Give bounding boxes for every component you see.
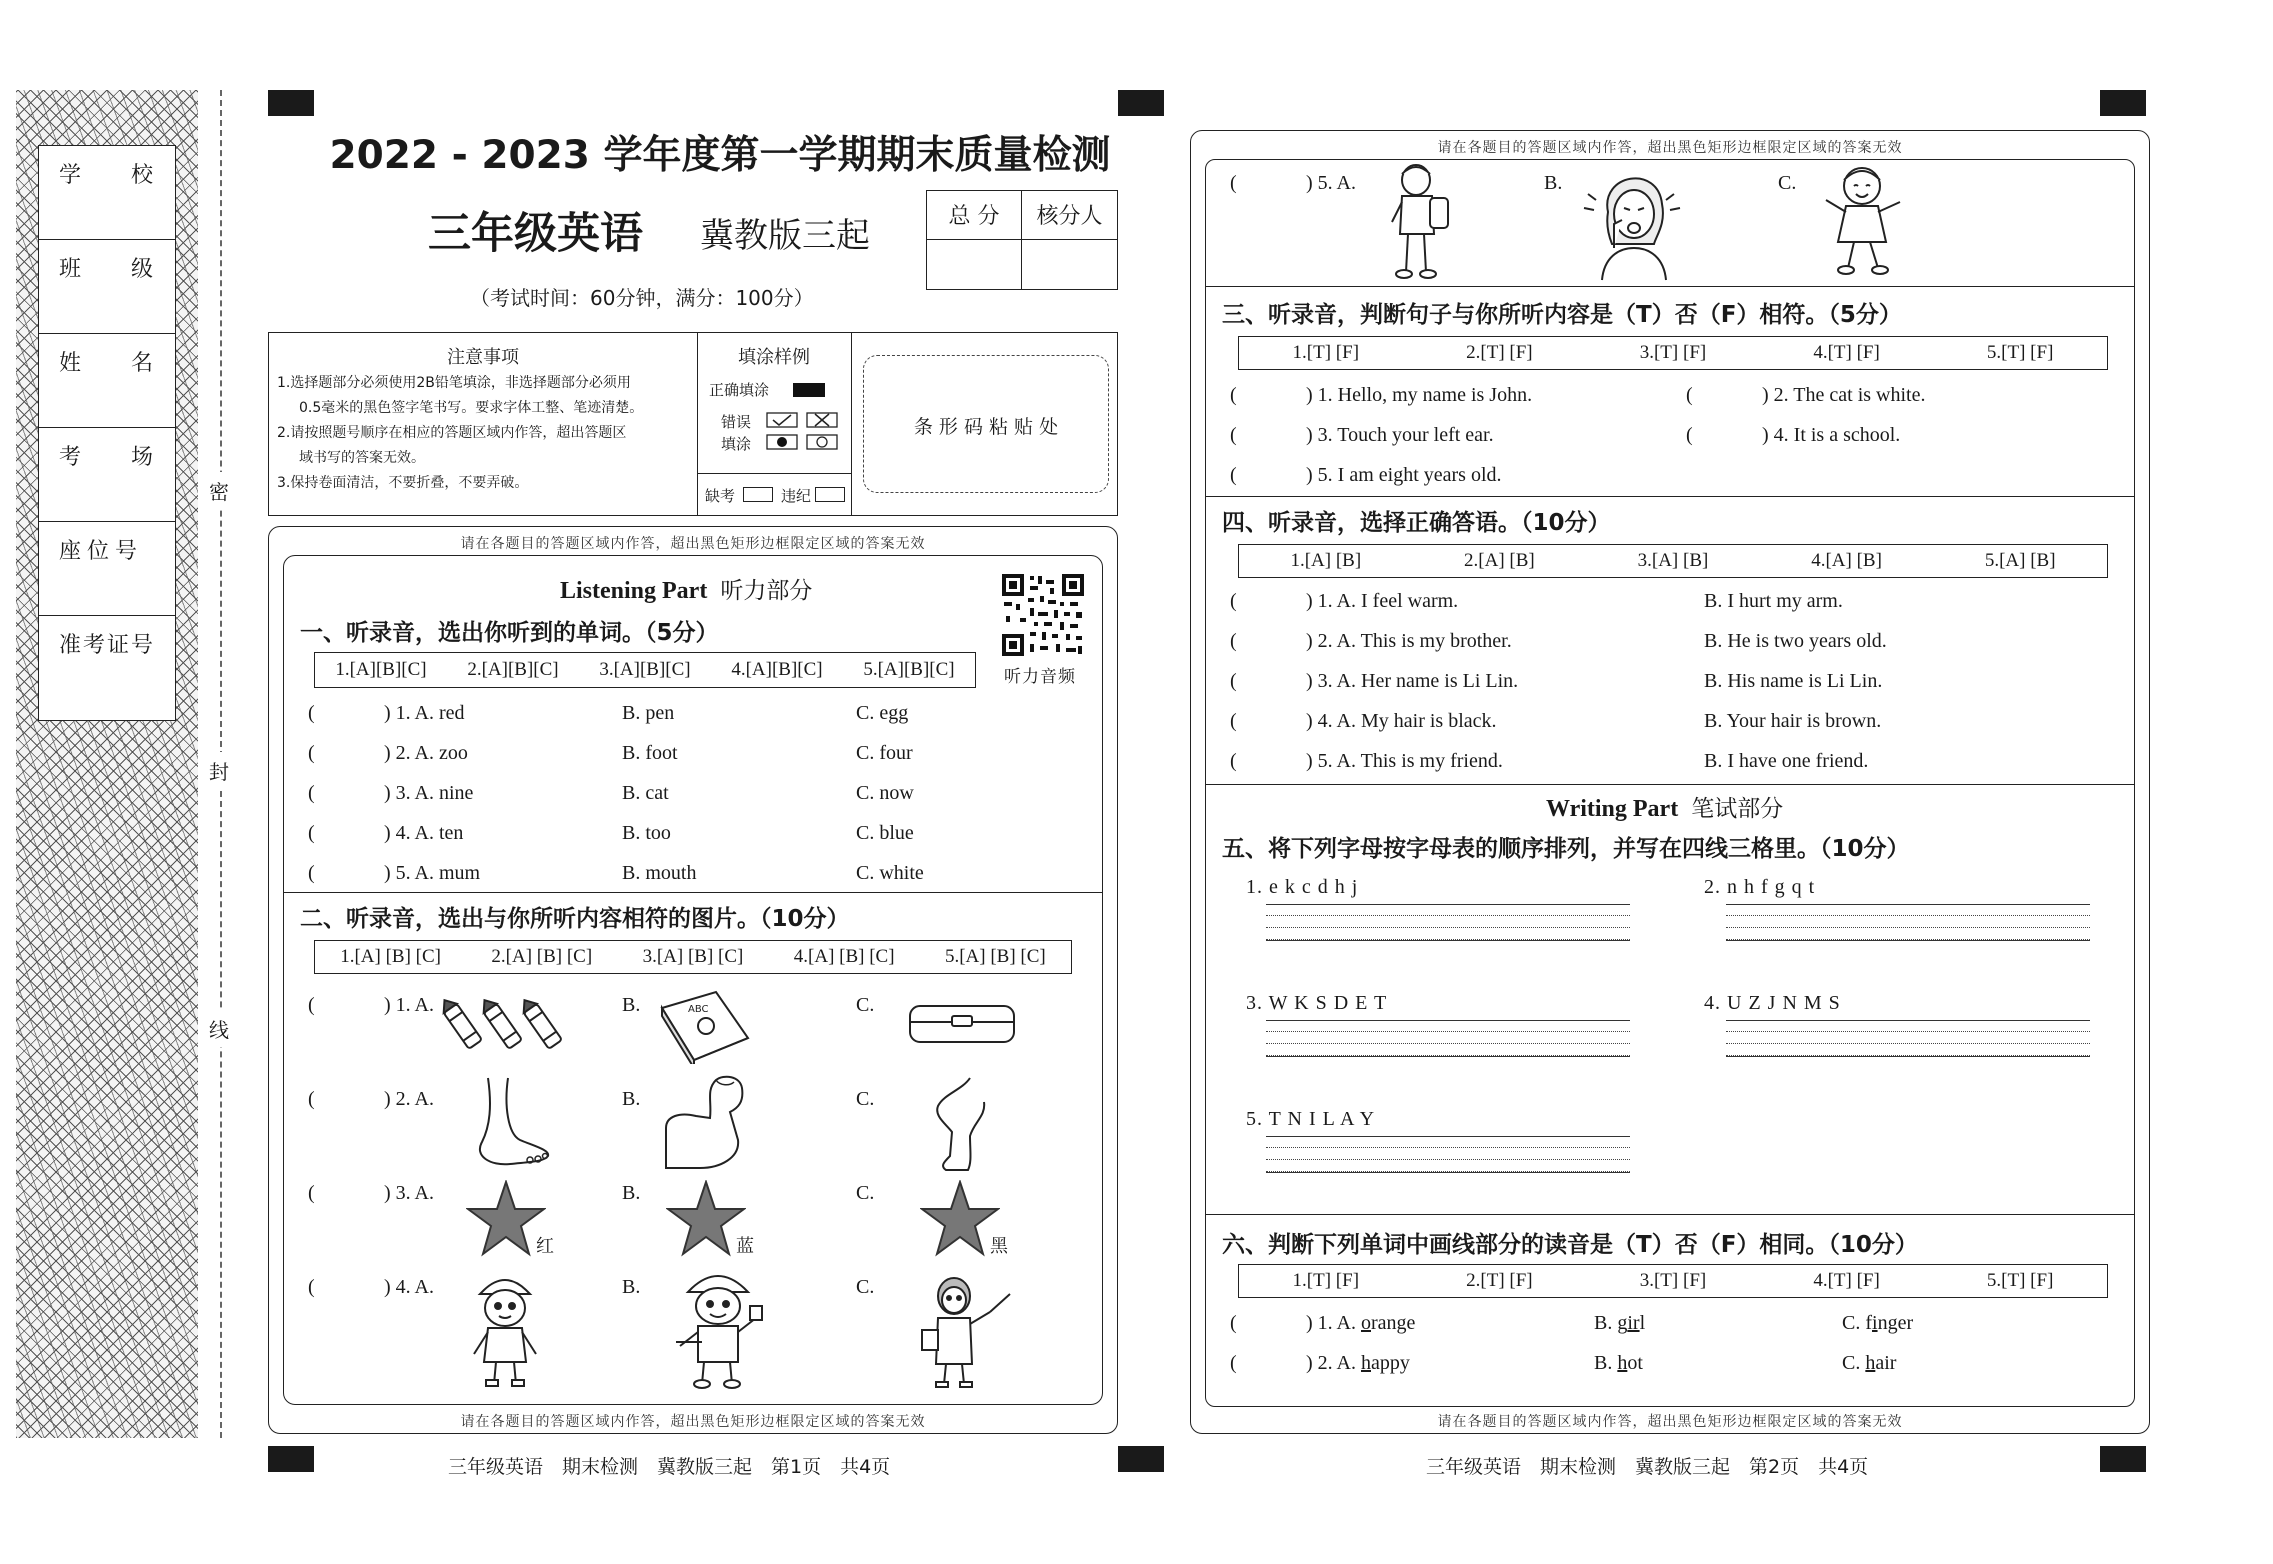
s1-q3-a: ) 3. A. nine — [384, 782, 474, 804]
align-mark-bl — [268, 1446, 314, 1472]
left-area-note-top: 请在各题目的答题区域内作答，超出黑色矩形边框限定区域的答案无效 — [460, 536, 926, 552]
s6-q1-b — [1594, 1312, 1645, 1335]
right-page-footer: 三年级英语 期末检测 冀教版三起 第2页 共4页 — [1426, 1456, 1869, 1478]
s2-row2-b: B. — [622, 1088, 641, 1110]
right-area-note-top: 请在各题目的答题区域内作答，超出黑色矩形边框限定区域的答案无效 — [1437, 140, 1903, 156]
s3-q5: ) 5. I am eight years old. — [1306, 464, 1502, 486]
s6-q2-paren[interactable]: ( — [1230, 1352, 1237, 1374]
s6-q1-c-pre: C. f — [1842, 1312, 1872, 1334]
section-1-answer-bar — [314, 652, 976, 688]
s1-q5-a: ) 5. A. mum — [384, 862, 481, 884]
align-mark-tl — [268, 90, 314, 116]
answer-paren[interactable]: ( — [308, 742, 315, 764]
worried-woman-picture — [1578, 164, 1688, 282]
s5-item-2: 2. n h f g q t — [1704, 876, 1816, 898]
s1-q5-b: B. mouth — [622, 862, 697, 884]
s4-q4-b: B. Your hair is brown. — [1704, 710, 1882, 732]
s3-q3: ) 3. Touch your left ear. — [1306, 424, 1494, 446]
right-area-note-bottom: 请在各题目的答题区域内作答，超出黑色矩形边框限定区域的答案无效 — [1437, 1414, 1903, 1430]
s1-q2-a: ) 2. A. zoo — [384, 742, 468, 764]
class-label: 班 级 — [59, 257, 168, 282]
s4-answer-1[interactable]: 1.[A] [B] — [1290, 550, 1362, 571]
s6-q2-b-pre: B. — [1594, 1352, 1618, 1374]
seal-char-feng: 封 — [209, 752, 229, 789]
s2-row3-c: C. — [856, 1182, 875, 1204]
s2-row2-c: C. — [856, 1088, 875, 1110]
barcode-label: 条 形 码 粘 贴 处 — [913, 416, 1059, 438]
girl-with-cap-picture — [468, 1270, 542, 1390]
s4-q1 — [1230, 590, 2120, 630]
student-info-table — [38, 145, 176, 721]
s3-q1-paren[interactable]: ( — [1230, 384, 1237, 406]
boy-with-bag-picture — [1384, 162, 1454, 280]
leg-picture — [924, 1076, 994, 1172]
s2-answer-5[interactable]: 5.[A] [B] [C] — [944, 946, 1046, 967]
writing-title — [1546, 790, 1783, 823]
s2-answer-1[interactable]: 1.[A] [B] [C] — [340, 946, 441, 967]
s3-answer-4[interactable]: 4.[T] [F] — [1813, 342, 1880, 363]
s1-q3 — [308, 782, 1088, 822]
s1-q5 — [308, 862, 1088, 902]
section-2-title: 二、听录音，选出与你所听内容相符的图片。（10分） — [300, 906, 850, 932]
s6-q1-a-underline: o — [1361, 1312, 1371, 1334]
left-page-footer: 三年级英语 期末检测 冀教版三起 第1页 共4页 — [448, 1456, 891, 1478]
s2-row5-c: C. — [1778, 172, 1797, 194]
s3-q3-paren[interactable]: ( — [1230, 424, 1237, 446]
arm-picture — [660, 1072, 754, 1172]
section-1-divider — [283, 892, 1103, 893]
s4-answer-5[interactable]: 5.[A] [B] — [1984, 550, 2056, 571]
s4-q4 — [1230, 710, 2120, 750]
seat-label: 座位号 — [59, 539, 144, 564]
answer-paren[interactable]: ( — [1230, 710, 1237, 732]
s5-writing-lines-3[interactable] — [1266, 1020, 1630, 1057]
s2-row3-paren[interactable]: ( — [308, 1182, 315, 1204]
s2-row2-paren[interactable]: ( — [308, 1088, 315, 1110]
s3-q5-paren[interactable]: ( — [1230, 464, 1237, 486]
s4-q1-b: B. I hurt my arm. — [1704, 590, 1843, 612]
s1-answer-2[interactable]: 2.[A][B][C] — [467, 659, 559, 680]
s3-q4-paren[interactable]: ( — [1686, 424, 1693, 446]
section-6-title: 六、判断下列单词中画线部分的读音是（T）否（F）相同。（10分） — [1222, 1232, 1918, 1258]
s3-q2-paren[interactable]: ( — [1686, 384, 1693, 406]
left-area-note-bottom: 请在各题目的答题区域内作答，超出黑色矩形边框限定区域的答案无效 — [460, 1414, 926, 1430]
answer-paren[interactable]: ( — [1230, 630, 1237, 652]
s1-q4-a: ) 4. A. ten — [384, 822, 464, 844]
s5-item-1: 1. e k c d h j — [1246, 876, 1359, 898]
checker-cell[interactable] — [1022, 240, 1117, 289]
s6-q1-c-rest: nger — [1877, 1312, 1914, 1334]
s4-q5-a: ) 5. A. This is my friend. — [1306, 750, 1503, 772]
s6-q2-b-underline: h — [1617, 1352, 1628, 1374]
notice-divider-2 — [851, 333, 852, 515]
section-2-answer-bar — [314, 940, 1072, 974]
school-field[interactable] — [39, 146, 175, 240]
s3-answer-1[interactable]: 1.[T] [F] — [1292, 342, 1360, 363]
section-3-answer-bar — [1238, 336, 2108, 370]
blue-star-label: 蓝 — [736, 1236, 754, 1257]
seal-char-xian: 线 — [209, 1010, 229, 1047]
s4-q5-b: B. I have one friend. — [1704, 750, 1869, 772]
section-4-questions — [1230, 590, 2120, 790]
right-divider-1 — [1205, 286, 2135, 287]
section-6-answer-bar — [1238, 1264, 2108, 1298]
s1-q1-c: C. egg — [856, 702, 909, 724]
s2-row1-paren[interactable]: ( — [308, 994, 315, 1016]
align-mark-tm — [1118, 90, 1164, 116]
right-divider-2 — [1205, 496, 2135, 497]
s5-item-5: 5. T N I L A Y — [1246, 1108, 1376, 1130]
s5-item-3: 3. W K S D E T — [1246, 992, 1388, 1014]
s2-row2-a: ) 2. A. — [384, 1088, 434, 1110]
notice-text — [277, 371, 691, 496]
book-picture — [654, 990, 754, 1064]
answer-paren[interactable]: ( — [308, 862, 315, 884]
score-table — [926, 190, 1118, 290]
fill-sample-title: 填涂样例 — [738, 347, 810, 368]
answer-paren[interactable]: ( — [1230, 750, 1237, 772]
s4-q2-b: B. He is two years old. — [1704, 630, 1887, 652]
name-field[interactable] — [39, 334, 175, 428]
happy-girl-picture — [1818, 162, 1908, 278]
right-divider-4 — [1205, 1214, 2135, 1215]
s6-q1-a — [1306, 1312, 1415, 1335]
subject-title: 三年级英语 — [428, 209, 643, 259]
s2-row1-a: ) 1. A. — [384, 994, 434, 1016]
answer-paren[interactable]: ( — [308, 782, 315, 804]
s2-row4-c: C. — [856, 1276, 875, 1298]
s3-q1: ) 1. Hello, my name is John. — [1306, 384, 1533, 406]
s1-answer-5[interactable]: 5.[A][B][C] — [863, 659, 955, 680]
notice-box — [268, 332, 1118, 516]
absent-box[interactable] — [743, 487, 773, 502]
section-1-title: 一、听录音，选出你听到的单词。（5分） — [300, 620, 719, 646]
s2-answer-4[interactable]: 4.[A] [B] [C] — [793, 946, 895, 967]
align-mark-bm — [1118, 1446, 1164, 1472]
s6-q2-a-underline: h — [1361, 1352, 1371, 1374]
listening-title — [560, 572, 812, 605]
s4-q2 — [1230, 630, 2120, 670]
s1-q4-b: B. too — [622, 822, 671, 844]
absent-label: 缺考 — [705, 487, 736, 505]
s2-row4-paren[interactable]: ( — [308, 1276, 315, 1298]
align-mark-tr — [2100, 90, 2146, 116]
notice-title: 注意事项 — [447, 347, 519, 368]
seal-char-mi: 密 — [209, 472, 229, 509]
answer-paren[interactable]: ( — [1230, 670, 1237, 692]
school-label: 学 校 — [59, 163, 168, 188]
s2-row5-a: ) 5. A. — [1306, 172, 1356, 194]
s4-answer-4[interactable]: 4.[A] [B] — [1811, 550, 1882, 571]
name-label: 姓 名 — [59, 351, 168, 376]
s1-q1-a: ) 1. A. red — [384, 702, 465, 724]
black-star-picture — [920, 1180, 1000, 1260]
s1-answer-1[interactable]: 1.[A][B][C] — [335, 659, 427, 680]
class-field[interactable] — [39, 240, 175, 334]
s1-q1 — [308, 702, 1088, 742]
exam-room-field[interactable] — [39, 428, 175, 522]
fill-sample-bottom-line — [697, 473, 851, 474]
s6-answer-1[interactable]: 1.[T] [F] — [1292, 1270, 1360, 1291]
time-info: （考试时间：60分钟，满分：100分） — [470, 286, 814, 310]
s2-answer-2[interactable]: 2.[A] [B] [C] — [491, 946, 593, 967]
s5-writing-lines-5[interactable] — [1266, 1136, 1630, 1173]
s6-q1-b-rest: l — [1639, 1312, 1646, 1334]
s6-q1-b-pre: B. g — [1594, 1312, 1628, 1334]
s4-q4-a: ) 4. A. My hair is black. — [1306, 710, 1497, 732]
answer-paren[interactable]: ( — [1230, 590, 1237, 612]
s1-q3-b: B. cat — [622, 782, 669, 804]
s2-row3-b: B. — [622, 1182, 641, 1204]
section-3-title: 三、听录音，判断句子与你所听内容是（T）否（F）相符。（5分） — [1222, 302, 1902, 328]
s4-q1-a: ) 1. A. I feel warm. — [1306, 590, 1459, 612]
listening-title-cn: 听力部分 — [720, 578, 813, 604]
s3-q4: ) 4. It is a school. — [1762, 424, 1901, 446]
s1-q4 — [308, 822, 1088, 862]
black-star-label: 黑 — [990, 1236, 1008, 1257]
s2-row5-b: B. — [1544, 172, 1563, 194]
s6-q2-c-pre: C. — [1842, 1352, 1866, 1374]
barcode-area — [863, 355, 1109, 493]
s6-q1-prefix: ) 1. A. — [1306, 1312, 1361, 1334]
s1-q2-c: C. four — [856, 742, 913, 764]
teacher-picture — [920, 1270, 1012, 1390]
exam-room-label: 考 场 — [59, 445, 168, 470]
s5-writing-lines-1[interactable] — [1266, 904, 1630, 941]
s1-q5-c: C. white — [856, 862, 924, 884]
section-1-questions — [308, 702, 1088, 902]
s2-row4-b: B. — [622, 1276, 641, 1298]
s6-q1-b-underline: ir — [1627, 1312, 1640, 1334]
s6-q1-paren[interactable]: ( — [1230, 1312, 1237, 1334]
exam-id-field[interactable] — [39, 616, 175, 710]
s4-q2-a: ) 2. A. This is my brother. — [1306, 630, 1512, 652]
s6-q2-b-rest: ot — [1627, 1352, 1643, 1374]
notice-line-2: 0.5毫米的黑色签字笔书写。要求字体工整、笔迹清楚。 — [299, 400, 644, 416]
s2-row1-b: B. — [622, 994, 641, 1016]
s4-q3-b: B. His name is Li Lin. — [1704, 670, 1883, 692]
notice-line-1: 1.选择题部分必须使用2B铅笔填涂，非选择题部分必须用 — [277, 375, 631, 391]
fill-wrong-label-a: 错误 — [721, 413, 752, 431]
s6-q2-a-rest: appy — [1371, 1352, 1410, 1374]
s6-q2-c — [1842, 1352, 1896, 1375]
crayons-picture — [440, 994, 576, 1058]
fill-correct-sample — [793, 383, 825, 397]
s6-q1-c-underline: i — [1872, 1312, 1878, 1334]
foot-picture — [464, 1076, 554, 1172]
boy-with-tool-picture — [672, 1266, 764, 1390]
notice-line-5: 3.保持卷面清洁，不要折叠，不要弄破。 — [277, 475, 529, 491]
s6-answer-4[interactable]: 4.[T] [F] — [1813, 1270, 1880, 1291]
s6-answer-5[interactable]: 5.[T] [F] — [1986, 1270, 2054, 1291]
right-divider-3 — [1205, 784, 2135, 785]
s2-row4-a: ) 4. A. — [384, 1276, 434, 1298]
section-4-answer-bar — [1238, 544, 2108, 578]
s4-answer-2[interactable]: 2.[A] [B] — [1464, 550, 1535, 571]
s3-q2: ) 2. The cat is white. — [1762, 384, 1926, 406]
s1-q2 — [308, 742, 1088, 782]
qr-code — [1000, 572, 1086, 658]
s3-answer-5[interactable]: 5.[T] [F] — [1986, 342, 2054, 363]
exam-title: 2022 - 2023 学年度第一学期期末质量检测 — [329, 133, 1111, 178]
s6-q2-prefix: ) 2. A. — [1306, 1352, 1361, 1374]
s6-answer-3[interactable]: 3.[T] [F] — [1639, 1270, 1707, 1291]
s1-q2-b: B. foot — [622, 742, 678, 764]
listening-title-en: Listening Part — [560, 578, 708, 604]
s6-q2-a — [1306, 1352, 1410, 1375]
s1-q3-c: C. now — [856, 782, 914, 804]
notice-line-4: 域书写的答案无效。 — [299, 450, 425, 466]
blue-star-picture — [666, 1180, 746, 1260]
total-score-label: 总 分 — [927, 191, 1022, 240]
s2-row5-paren[interactable]: ( — [1230, 172, 1237, 194]
writing-title-en: Writing Part — [1546, 796, 1679, 822]
s1-answer-4[interactable]: 4.[A][B][C] — [731, 659, 823, 680]
s6-q2-c-underline: h — [1865, 1352, 1876, 1374]
section-4-title: 四、听录音，选择正确答语。（10分） — [1222, 510, 1611, 536]
red-star-label: 红 — [536, 1236, 554, 1257]
checker-label: 核分人 — [1022, 191, 1117, 240]
s1-q4-c: C. blue — [856, 822, 914, 844]
writing-title-cn: 笔试部分 — [1691, 796, 1784, 822]
s2-row3-a: ) 3. A. — [384, 1182, 434, 1204]
s5-writing-lines-4[interactable] — [1726, 1020, 2090, 1057]
s6-q1-c — [1842, 1312, 1913, 1335]
edition-label: 冀教版三起 — [700, 216, 870, 256]
s3-answer-3[interactable]: 3.[T] [F] — [1639, 342, 1707, 363]
fill-wrong-samples — [765, 411, 845, 453]
qr-label: 听力音频 — [1004, 667, 1076, 687]
s4-answer-3[interactable]: 3.[A] [B] — [1637, 550, 1709, 571]
violation-label: 违纪 — [781, 487, 812, 505]
s6-q2-c-rest: air — [1875, 1352, 1897, 1374]
s4-q3 — [1230, 670, 2120, 710]
s2-answer-3[interactable]: 3.[A] [B] [C] — [642, 946, 744, 967]
notice-line-3: 2.请按照题号顺序在相应的答题区域内作答，超出答题区 — [277, 425, 627, 441]
s5-writing-lines-2[interactable] — [1726, 904, 2090, 941]
pencil-case-picture — [906, 996, 1018, 1048]
answer-paren[interactable]: ( — [308, 822, 315, 844]
exam-id-label: 准考证号 — [59, 633, 156, 658]
s1-answer-3[interactable]: 3.[A][B][C] — [599, 659, 691, 680]
fill-wrong-label-b: 填涂 — [721, 435, 752, 453]
svg-text:ABC: ABC — [688, 1004, 709, 1015]
section-5-title: 五、将下列字母按字母表的顺序排列，并写在四线三格里。（10分） — [1222, 836, 1910, 862]
s6-q2-b — [1594, 1352, 1643, 1375]
violation-box[interactable] — [815, 487, 845, 502]
s6-answer-2[interactable]: 2.[T] [F] — [1466, 1270, 1533, 1291]
s4-q3-a: ) 3. A. Her name is Li Lin. — [1306, 670, 1519, 692]
total-score-cell[interactable] — [927, 240, 1022, 289]
red-star-picture — [466, 1180, 546, 1260]
s2-row1-c: C. — [856, 994, 875, 1016]
s1-q1-b: B. pen — [622, 702, 675, 724]
align-mark-br — [2100, 1446, 2146, 1472]
s5-item-4: 4. U Z J N M S — [1704, 992, 1841, 1014]
answer-paren[interactable]: ( — [308, 702, 315, 724]
s6-q1-a-rest: range — [1371, 1312, 1416, 1334]
fill-correct-label: 正确填涂 — [709, 381, 770, 399]
s3-answer-2[interactable]: 2.[T] [F] — [1466, 342, 1533, 363]
seat-field[interactable] — [39, 522, 175, 616]
